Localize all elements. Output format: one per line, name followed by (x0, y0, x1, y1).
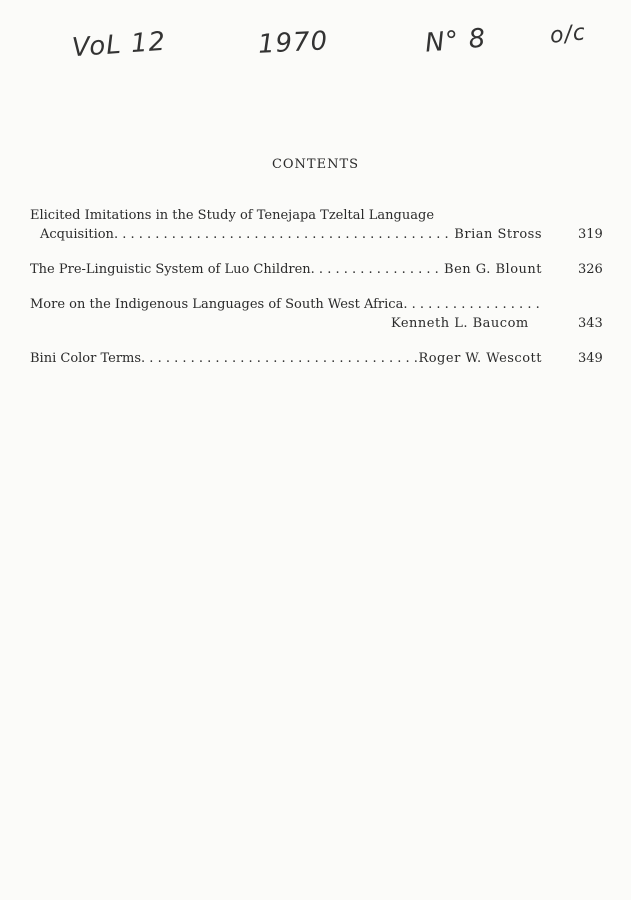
handwritten-ok-mark: o/c (548, 20, 588, 49)
dot-leader (311, 262, 444, 278)
dot-leader (403, 297, 542, 313)
entry-3-author: Kenneth L. Baucom (391, 316, 529, 331)
entry-2-page: 326 (578, 262, 603, 277)
entry-1-title-line2: Acquisition (40, 227, 114, 242)
entry-1-title-line1: Elicited Imitations in the Study of Tenejapa Tzeltal Language (30, 208, 435, 223)
entry-1-author: Brian Stross (454, 227, 542, 242)
handwritten-number: N° 8 (423, 23, 488, 59)
entry-2-line (30, 262, 542, 278)
entry-4-author: Roger W. Wescott (418, 351, 542, 366)
dot-leader (141, 351, 418, 367)
entry-2-author: Ben G. Blount (444, 262, 542, 277)
handwritten-year: 1970 (257, 26, 329, 60)
entry-4-page: 349 (578, 351, 603, 366)
dot-leader (114, 227, 454, 243)
handwritten-volume: VoL 12 (71, 26, 167, 64)
entry-3-page: 343 (578, 316, 603, 331)
entry-1-page: 319 (578, 227, 603, 242)
contents-heading: CONTENTS (271, 157, 360, 172)
entry-3-title-line (30, 297, 542, 313)
entry-3-title: More on the Indigenous Languages of South West Africa (30, 297, 404, 312)
entry-4-title: Bini Color Terms (30, 351, 142, 366)
entry-2-title: The Pre-Linguistic System of Luo Children (30, 262, 311, 277)
entry-1-line2 (40, 227, 542, 243)
entry-4-line (30, 351, 542, 367)
